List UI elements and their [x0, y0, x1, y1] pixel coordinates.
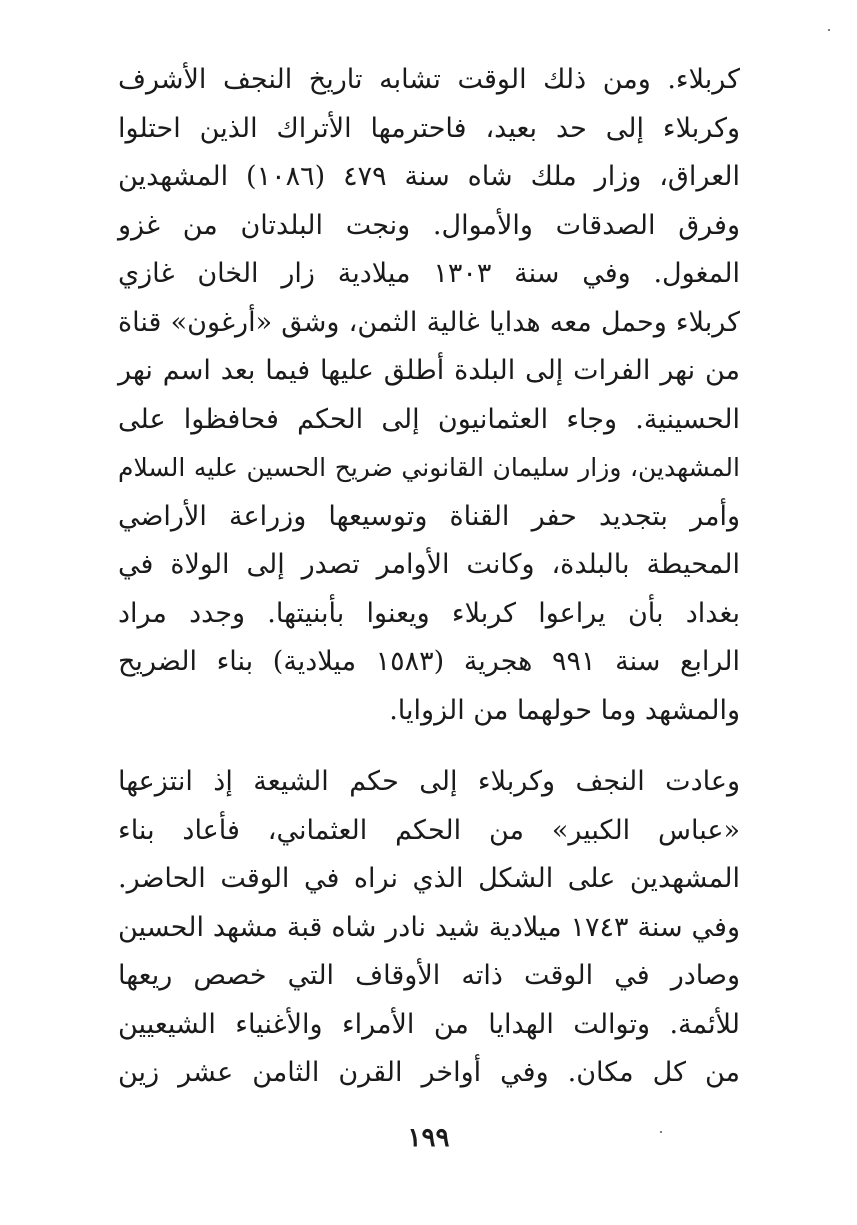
- text-line: وصادر في الوقت ذاته الأوقاف التي خصص ريعها: [118, 960, 740, 991]
- text-line: من كل مكان. وفي أواخر القرن الثامن عشر زين: [118, 1057, 740, 1088]
- text-line: كربلاء. ومن ذلك الوقت تشابه تاريخ النجف الأشرف: [118, 64, 740, 95]
- text-line: وفرق الصدقات والأموال. ونجت البلدتان من غزو: [118, 209, 740, 241]
- paragraph-1: [118, 56, 740, 735]
- text-line: المحيطة بالبلدة، وكانت الأوامر تصدر إلى الولاة في: [118, 549, 740, 580]
- text-line: المشهدين، وزار سليمان القانوني ضريح الحسين عليه السلام: [118, 453, 740, 482]
- text-line: «عباس الكبير» من الحكم العثماني، فأعاد بناء: [118, 814, 740, 846]
- text-line: للأئمة. وتوالت الهدايا من الأمراء والأغنياء الشيعيين: [118, 1008, 740, 1040]
- text-line: وكربلاء إلى حد بعيد، فاحترمها الأتراك الذين احتلوا: [118, 112, 740, 144]
- text-line: الحسينية. وجاء العثمانيون إلى الحكم فحافظوا على: [118, 403, 740, 435]
- text-line: بغداد بأن يراعوا كربلاء ويعنوا بأبنيتها. وجدد مراد: [118, 597, 740, 629]
- text-line: الرابع سنة ٩٩١ هجرية (١٥٨٣ ميلادية) بناء الضريح: [118, 646, 740, 677]
- text-line: وعادت النجف وكربلاء إلى حكم الشيعة إذ انتزعها: [118, 766, 740, 797]
- scan-speck: [828, 29, 830, 31]
- page-number: ١٩٩: [407, 1123, 450, 1153]
- text-line: كربلاء وحمل معه هدايا غالية الثمن، وشق «أرغون» قناة: [118, 306, 740, 338]
- text-line: العراق، وزار ملك شاه سنة ٤٧٩ (١٠٨٦) المشهدين: [118, 161, 741, 192]
- text-line: من نهر الفرات إلى البلدة أطلق عليها فيما بعد اسم نهر: [118, 355, 740, 386]
- text-line: وأمر بتجديد حفر القناة وتوسيعها وزراعة الأراضي: [118, 500, 740, 532]
- text-line: وفي سنة ١٧٤٣ ميلادية شيد نادر شاه قبة مشهد الحسين: [118, 911, 740, 943]
- text-line: المغول. وفي سنة ١٣٠٣ ميلادية زار الخان غازي: [118, 258, 740, 289]
- scan-speck: [660, 1131, 662, 1133]
- text-line: المشهدين على الشكل الذي نراه في الوقت الحاضر.: [118, 863, 740, 894]
- paragraph-2: [118, 758, 740, 1098]
- text-line: والمشهد وما حولهما من الزوايا.: [389, 694, 740, 726]
